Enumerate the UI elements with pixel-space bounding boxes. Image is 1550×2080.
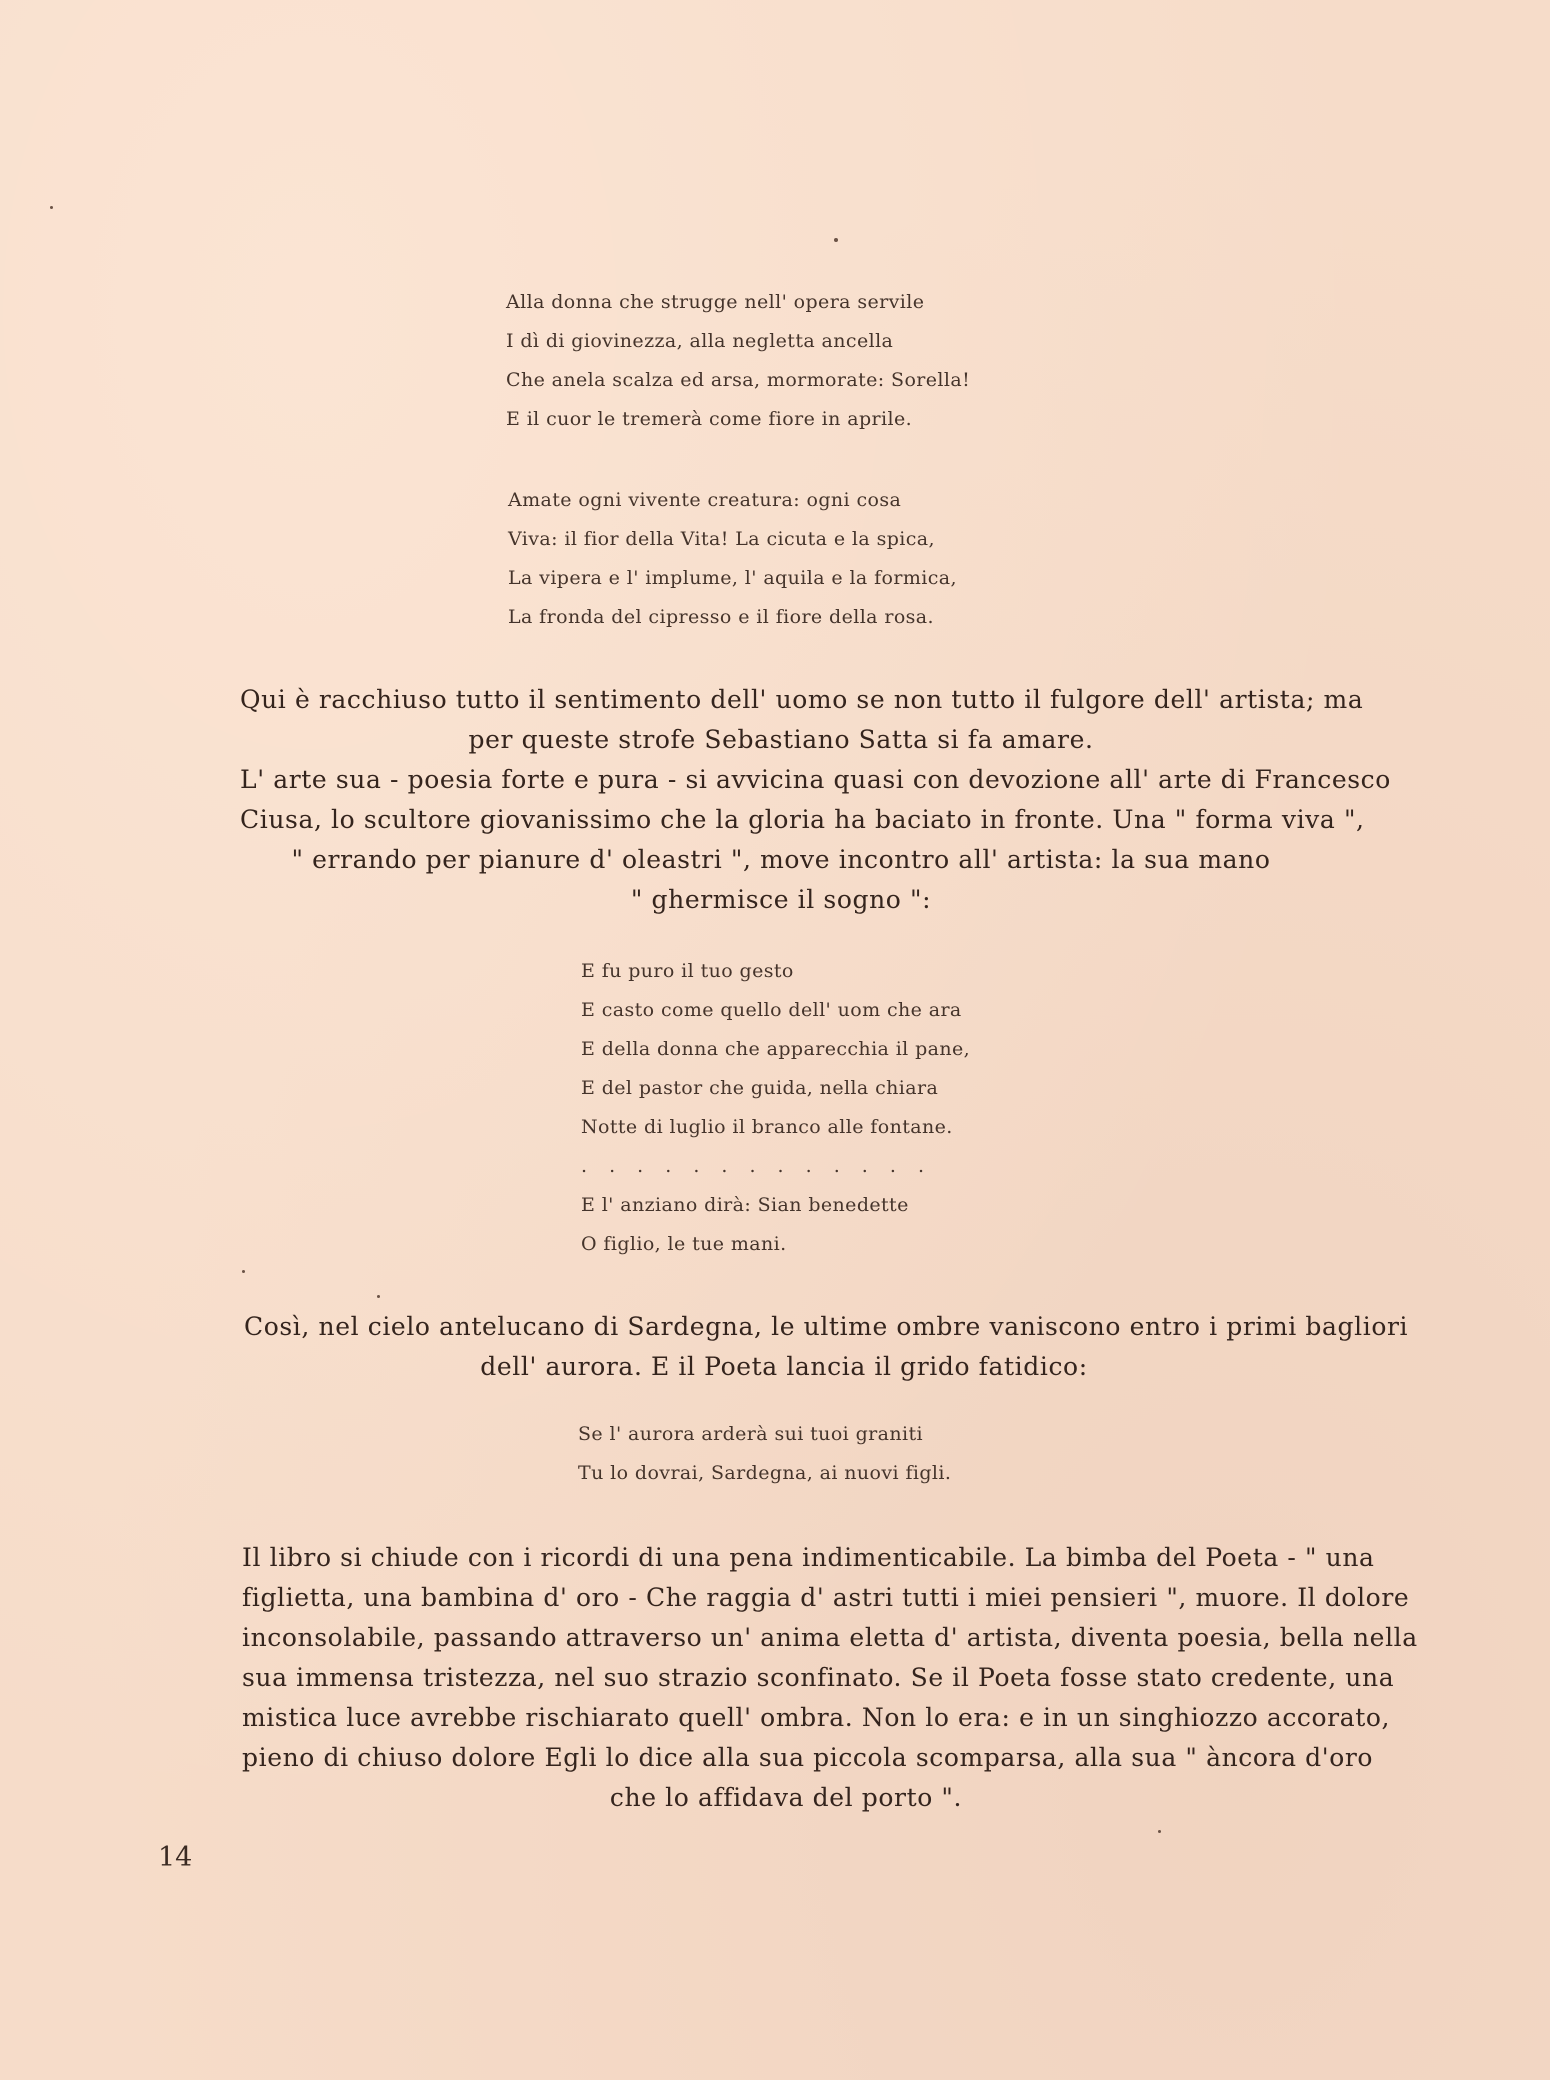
- verse-line: E l' anziano dirà: Sian benedette: [581, 1194, 909, 1216]
- prose-line: che lo affidava del porto ".: [609, 1783, 963, 1812]
- verse-line: E il cuor le tremerà come fiore in aprile.: [506, 408, 913, 430]
- verse-line: E della donna che apparecchia il pane,: [581, 1038, 971, 1060]
- verse-line: E del pastor che guida, nella chiara: [581, 1077, 939, 1099]
- prose-line: " errando per pianure d' oleastri ", move incontro all' artista: la sua mano: [291, 845, 1271, 874]
- prose-line: mistica luce avrebbe rischiarato quell' ombra. Non lo era: e in un singhiozzo accorato,: [242, 1703, 1391, 1732]
- prose-line: " ghermisce il sogno ":: [630, 885, 932, 914]
- paragraph-1: [240, 680, 1391, 920]
- stanza-3: [581, 952, 1041, 1264]
- paper-speck: [834, 238, 838, 242]
- prose-line: sua immensa tristezza, nel suo strazio sconfinato. Se il Poeta fosse stato credente, una: [242, 1663, 1395, 1692]
- stanza-2: [508, 481, 1028, 637]
- verse-line: Tu lo dovrai, Sardegna, ai nuovi figli.: [578, 1462, 952, 1484]
- prose-line: figlietta, una bambina d' oro - Che raggia d' astri tutti i miei pensieri ", muore. Il dolore: [242, 1583, 1410, 1612]
- prose-line: Qui è racchiuso tutto il sentimento dell' uomo se non tutto il fulgore dell' artista; ma: [240, 685, 1364, 714]
- paper-speck: [242, 1270, 245, 1273]
- prose-line: Così, nel cielo antelucano di Sardegna, le ultime ombre vaniscono entro i primi bagliori: [244, 1312, 1409, 1341]
- prose-line: Il libro si chiude con i ricordi di una pena indimenticabile. La bimba del Poeta - " una: [242, 1543, 1375, 1572]
- paper-speck: [1158, 1830, 1161, 1833]
- verse-line: La fronda del cipresso e il fiore della rosa.: [508, 606, 934, 628]
- paper-speck: [50, 206, 53, 209]
- verse-line: Che anela scalza ed arsa, mormorate: Sorella!: [506, 369, 971, 391]
- prose-line: inconsolabile, passando attraverso un' anima eletta d' artista, diventa poesia, bella nella: [242, 1623, 1418, 1652]
- prose-line: Ciusa, lo scultore giovanissimo che la gloria ha baciato in fronte. Una " forma viva ",: [240, 805, 1365, 834]
- page-number: 14: [158, 1842, 193, 1873]
- stanza-4: [578, 1415, 1038, 1493]
- verse-line: Viva: il fior della Vita! La cicuta e la spica,: [508, 528, 935, 550]
- verse-line: La vipera e l' implume, l' aquila e la formica,: [508, 567, 957, 589]
- verse-line: Alla donna che strugge nell' opera servile: [506, 291, 925, 313]
- verse-line: Se l' aurora arderà sui tuoi graniti: [578, 1423, 923, 1445]
- verse-line: Amate ogni vivente creatura: ogni cosa: [508, 489, 902, 511]
- paragraph-2: [244, 1307, 1409, 1387]
- paper-speck: [377, 1295, 380, 1298]
- stanza-1: [506, 283, 1026, 439]
- prose-line: L' arte sua - poesia forte e pura - si avvicina quasi con devozione all' arte di Francesco: [240, 765, 1391, 794]
- paragraph-3: [242, 1538, 1418, 1818]
- prose-line: dell' aurora. E il Poeta lancia il grido fatidico:: [480, 1352, 1088, 1381]
- verse-line: E fu puro il tuo gesto: [581, 960, 794, 982]
- prose-line: per queste strofe Sebastiano Satta si fa amare.: [468, 725, 1094, 754]
- verse-line: Notte di luglio il branco alle fontane.: [581, 1116, 953, 1138]
- verse-line: E casto come quello dell' uom che ara: [581, 999, 962, 1021]
- prose-line: pieno di chiuso dolore Egli lo dice alla sua piccola scomparsa, alla sua " àncora d'oro: [242, 1743, 1374, 1772]
- verse-line: O figlio, le tue mani.: [581, 1233, 787, 1255]
- verse-line: I dì di giovinezza, alla negletta ancella: [506, 330, 894, 352]
- ellipsis-line: . . . . . . . . . . . . .: [581, 1155, 932, 1177]
